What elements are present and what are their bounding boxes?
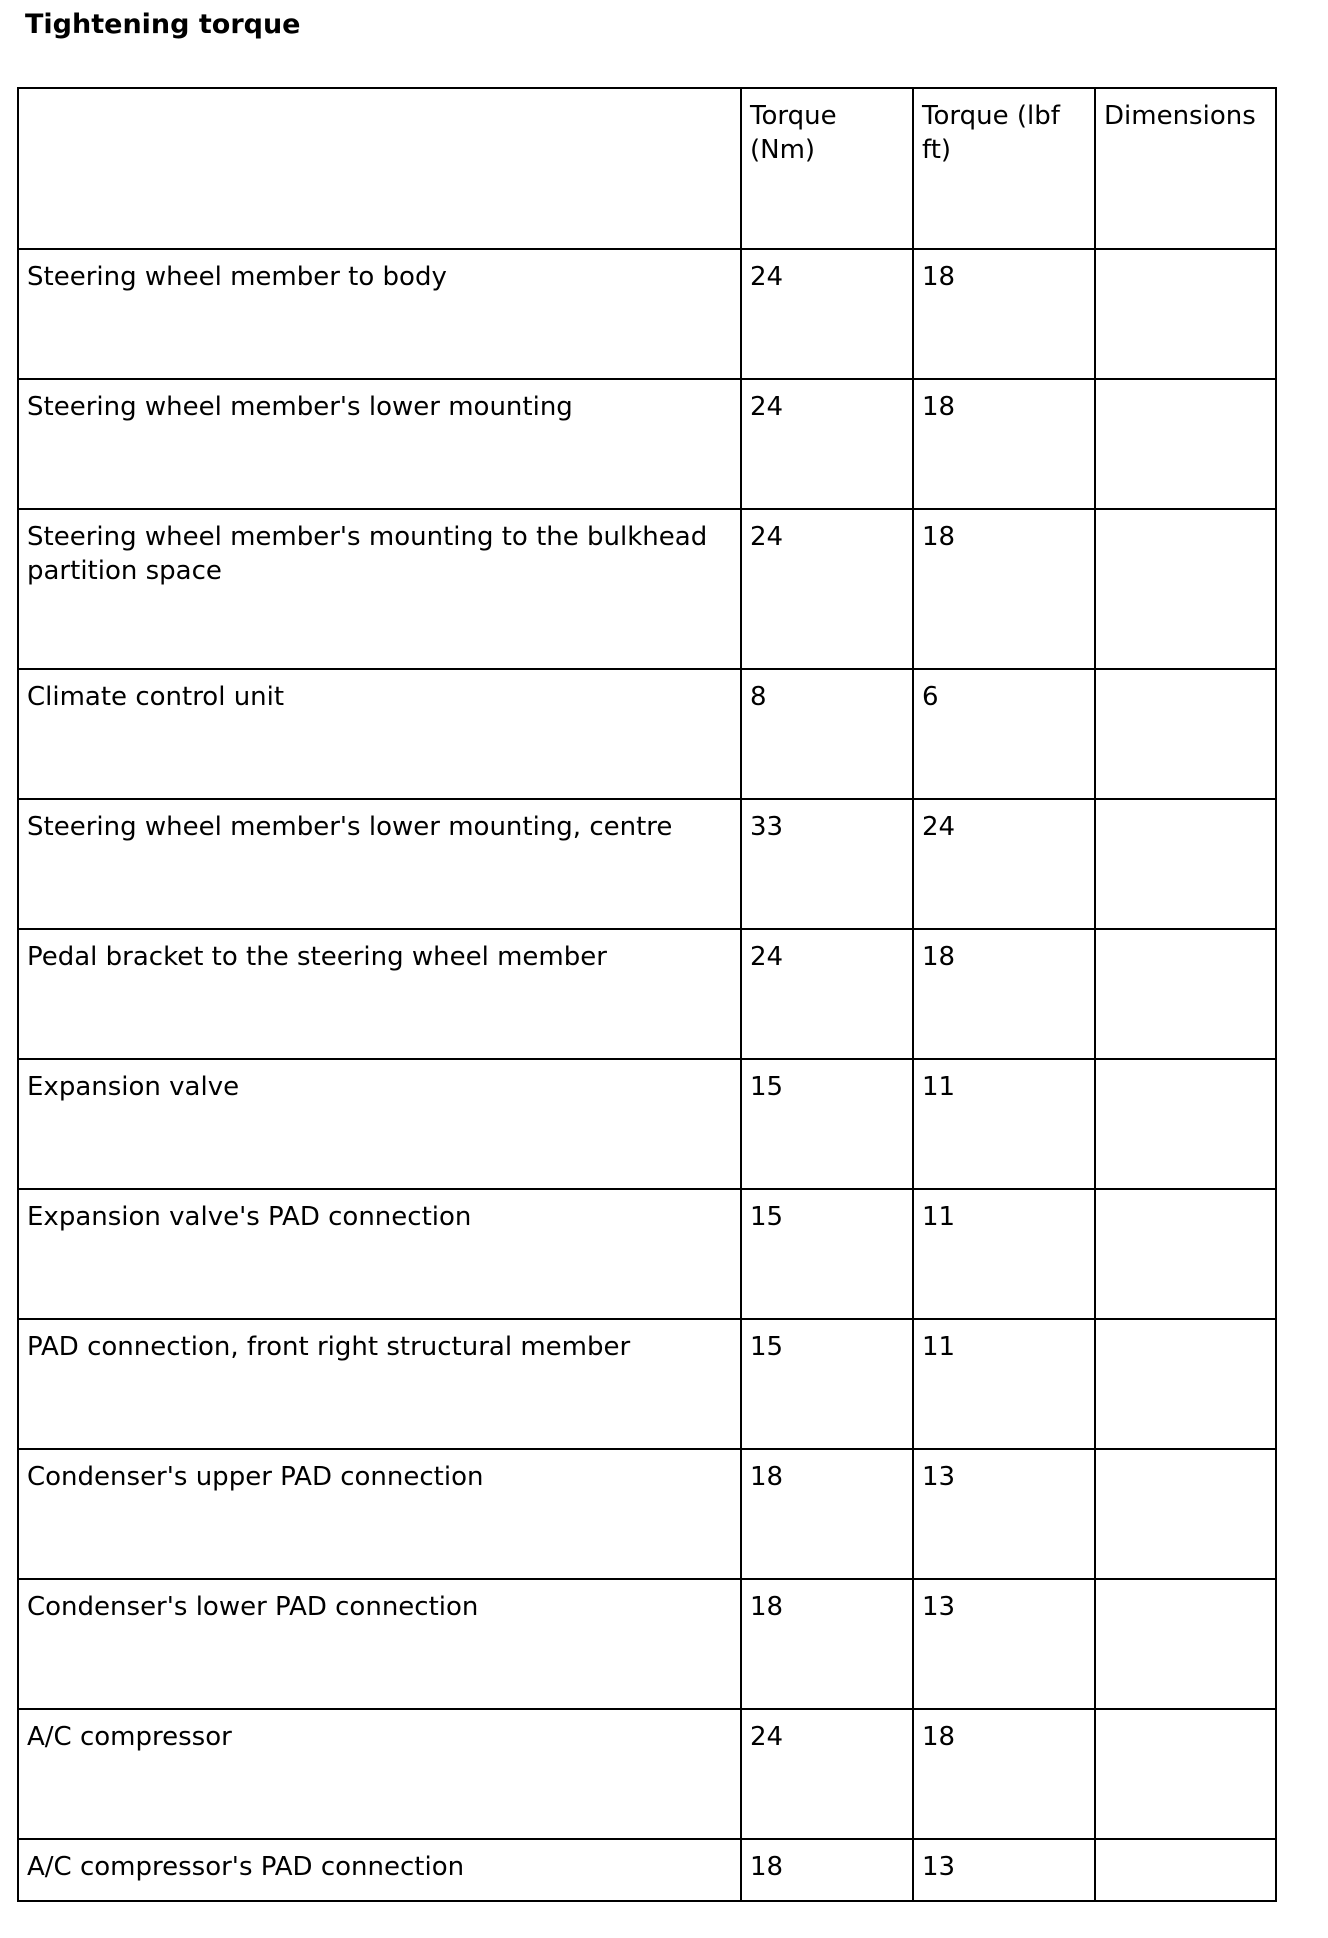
description-cell: A/C compressor <box>18 1709 741 1839</box>
table-header-row <box>18 88 1276 249</box>
dimensions-cell <box>1095 1189 1276 1319</box>
description-cell: A/C compressor's PAD connection <box>18 1839 741 1901</box>
torque-nm-cell: 15 <box>741 1189 913 1319</box>
dimensions-cell <box>1095 509 1276 669</box>
description-cell: PAD connection, front right structural member <box>18 1319 741 1449</box>
torque-lbf-cell: 18 <box>913 249 1095 379</box>
torque-lbf-cell: 18 <box>913 379 1095 509</box>
table-row <box>18 1319 1276 1449</box>
torque-nm-cell: 24 <box>741 379 913 509</box>
dimensions-cell <box>1095 799 1276 929</box>
dimensions-cell <box>1095 1449 1276 1579</box>
dimensions-cell <box>1095 1319 1276 1449</box>
table-row <box>18 379 1276 509</box>
table-row <box>18 1839 1276 1901</box>
table-row <box>18 1449 1276 1579</box>
torque-lbf-cell: 13 <box>913 1449 1095 1579</box>
torque-nm-cell: 18 <box>741 1449 913 1579</box>
dimensions-cell <box>1095 1709 1276 1839</box>
table-row <box>18 1709 1276 1839</box>
description-cell: Expansion valve's PAD connection <box>18 1189 741 1319</box>
torque-nm-cell: 24 <box>741 249 913 379</box>
header-dimensions: Dimensions <box>1095 88 1276 249</box>
torque-lbf-cell: 11 <box>913 1059 1095 1189</box>
torque-nm-cell: 24 <box>741 1709 913 1839</box>
torque-nm-cell: 18 <box>741 1839 913 1901</box>
torque-lbf-cell: 13 <box>913 1579 1095 1709</box>
description-cell: Expansion valve <box>18 1059 741 1189</box>
table-row <box>18 669 1276 799</box>
torque-nm-cell: 18 <box>741 1579 913 1709</box>
dimensions-cell <box>1095 1059 1276 1189</box>
torque-nm-cell: 8 <box>741 669 913 799</box>
torque-nm-cell: 24 <box>741 509 913 669</box>
description-cell: Steering wheel member to body <box>18 249 741 379</box>
torque-nm-cell: 15 <box>741 1059 913 1189</box>
table-row <box>18 1059 1276 1189</box>
torque-nm-cell: 33 <box>741 799 913 929</box>
description-cell: Condenser's upper PAD connection <box>18 1449 741 1579</box>
torque-lbf-cell: 6 <box>913 669 1095 799</box>
table-row <box>18 1579 1276 1709</box>
torque-nm-cell: 24 <box>741 929 913 1059</box>
torque-lbf-cell: 11 <box>913 1189 1095 1319</box>
header-description <box>18 88 741 249</box>
torque-lbf-cell: 11 <box>913 1319 1095 1449</box>
table-row <box>18 799 1276 929</box>
dimensions-cell <box>1095 929 1276 1059</box>
description-cell: Pedal bracket to the steering wheel member <box>18 929 741 1059</box>
dimensions-cell <box>1095 379 1276 509</box>
dimensions-cell <box>1095 1579 1276 1709</box>
description-cell: Condenser's lower PAD connection <box>18 1579 741 1709</box>
torque-lbf-cell: 18 <box>913 1709 1095 1839</box>
torque-lbf-cell: 13 <box>913 1839 1095 1901</box>
torque-nm-cell: 15 <box>741 1319 913 1449</box>
table-row <box>18 249 1276 379</box>
torque-lbf-cell: 24 <box>913 799 1095 929</box>
torque-lbf-cell: 18 <box>913 929 1095 1059</box>
torque-table <box>17 87 1277 1902</box>
table-row <box>18 509 1276 669</box>
dimensions-cell <box>1095 1839 1276 1901</box>
table-row <box>18 1189 1276 1319</box>
torque-lbf-cell: 18 <box>913 509 1095 669</box>
page-title: Tightening torque <box>25 9 301 40</box>
description-cell: Steering wheel member's mounting to the bulkhead partition space <box>18 509 741 669</box>
table-row <box>18 929 1276 1059</box>
header-torque-lbf-ft: Torque (lbf ft) <box>913 88 1095 249</box>
dimensions-cell <box>1095 249 1276 379</box>
description-cell: Steering wheel member's lower mounting <box>18 379 741 509</box>
description-cell: Climate control unit <box>18 669 741 799</box>
description-cell: Steering wheel member's lower mounting, centre <box>18 799 741 929</box>
header-torque-nm: Torque (Nm) <box>741 88 913 249</box>
dimensions-cell <box>1095 669 1276 799</box>
